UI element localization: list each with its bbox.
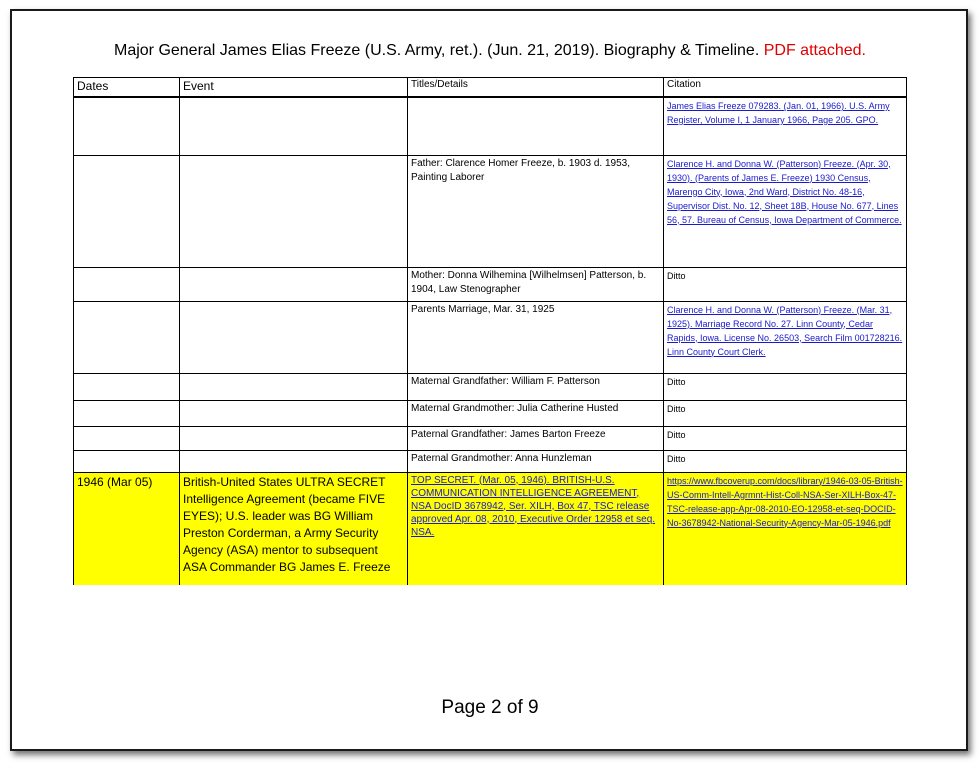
table-row xyxy=(74,267,907,301)
cell-date xyxy=(74,155,180,267)
cell-event xyxy=(180,97,408,155)
cell-details: Paternal Grandmother: Anna Hunzleman xyxy=(408,450,664,472)
page-number: Page 2 of 9 xyxy=(441,697,539,718)
cell-details: Paternal Grandfather: James Barton Freeze xyxy=(408,426,664,450)
cell-event: British-United States ULTRA SECRET Intelligence Agreement (became FIVE EYES); U.S. leader was BG William Preston Corderman, a Army Security Agency (ASA) mentor to subsequent ASA Commander BG James E. Freeze xyxy=(180,472,408,585)
document-title xyxy=(0,42,980,60)
cell-citation xyxy=(664,155,907,267)
table-row xyxy=(74,97,907,155)
table-row xyxy=(74,373,907,400)
table-row xyxy=(74,301,907,373)
cell-details xyxy=(408,97,664,155)
cell-event xyxy=(180,450,408,472)
table-row xyxy=(74,155,907,267)
cell-citation: Ditto xyxy=(664,373,907,400)
citation-link[interactable]: Clarence H. and Donna W. (Patterson) Freeze. (Mar. 31, 1925). Marriage Record No. 27. Linn County, Cedar Rapids, Iowa. License No. 26503, Search Film 001728216. Linn County Court Clerk. xyxy=(667,304,903,357)
citation-link[interactable]: https://www.fbcoverup.com/docs/library/1946-03-05-British-US-Comm-Intell-Agrmnt-Hist-Coll-NSA-Ser-XILH-Box-47-TSC-release-app-Apr-08-2010-EO-12958-et-seq-DOCID-No-3678942-National-Security-Agency-Mar-05-1946.pdf xyxy=(667,475,903,528)
table-row-highlighted xyxy=(74,472,907,585)
citation-link[interactable]: James Elias Freeze 079283. (Jan. 01, 1966). U.S. Army Register, Volume I, 1 January 1966, Page 205. GPO. xyxy=(667,101,890,125)
citation-link[interactable]: Clarence H. and Donna W. (Patterson) Freeze. (Apr. 30, 1930). (Parents of James E. Freeze) 1930 Census, Marengo City, Iowa, 2nd Ward, District No. 48-16, Supervisor Dist. No. 12, Sheet 18B, House No. 677, Lines 56, 57. Bureau of Census, Iowa Department of Commerce. xyxy=(667,158,902,225)
details-link[interactable]: TOP SECRET. (Mar. 05, 1946). BRITISH-U.S. COMMUNICATION INTELLIGENCE AGREEMENT, NSA DocID 3678942, Ser. XILH, Box 47, TSC release approved Apr. 08, 2010, Executive Order 12958 et seq. NSA. xyxy=(411,474,656,538)
cell-date xyxy=(74,97,180,155)
table-header-row xyxy=(74,78,907,98)
header-dates: Dates xyxy=(74,78,180,98)
cell-date xyxy=(74,400,180,426)
cell-citation xyxy=(664,301,907,373)
cell-date xyxy=(74,450,180,472)
timeline-table xyxy=(73,77,907,585)
title-main: Major General James Elias Freeze (U.S. Army, ret.). (Jun. 21, 2019). Biography & Timeline. xyxy=(113,42,760,59)
pdf-attached-label[interactable]: PDF attached. xyxy=(763,42,866,59)
cell-event xyxy=(180,400,408,426)
cell-date: 1946 (Mar 05) xyxy=(74,472,180,585)
cell-details: Parents Marriage, Mar. 31, 1925 xyxy=(408,301,664,373)
cell-citation: Ditto xyxy=(664,426,907,450)
cell-date xyxy=(74,426,180,450)
cell-date xyxy=(74,301,180,373)
cell-details xyxy=(408,472,664,585)
cell-details: Maternal Grandmother: Julia Catherine Husted xyxy=(408,400,664,426)
cell-citation xyxy=(664,97,907,155)
cell-citation: Ditto xyxy=(664,450,907,472)
cell-event xyxy=(180,426,408,450)
cell-date xyxy=(74,373,180,400)
cell-event xyxy=(180,155,408,267)
header-event: Event xyxy=(180,78,408,98)
table-row xyxy=(74,450,907,472)
cell-date xyxy=(74,267,180,301)
table-row xyxy=(74,400,907,426)
cell-event xyxy=(180,373,408,400)
table-row xyxy=(74,426,907,450)
header-citation: Citation xyxy=(664,78,907,98)
cell-details: Father: Clarence Homer Freeze, b. 1903 d. 1953, Painting Laborer xyxy=(408,155,664,267)
cell-citation: Ditto xyxy=(664,267,907,301)
header-details: Titles/Details xyxy=(408,78,664,98)
cell-event xyxy=(180,267,408,301)
cell-event xyxy=(180,301,408,373)
cell-details: Maternal Grandfather: William F. Patterson xyxy=(408,373,664,400)
cell-citation xyxy=(664,472,907,585)
cell-details: Mother: Donna Wilhemina [Wilhelmsen] Patterson, b. 1904, Law Stenographer xyxy=(408,267,664,301)
cell-citation: Ditto xyxy=(664,400,907,426)
